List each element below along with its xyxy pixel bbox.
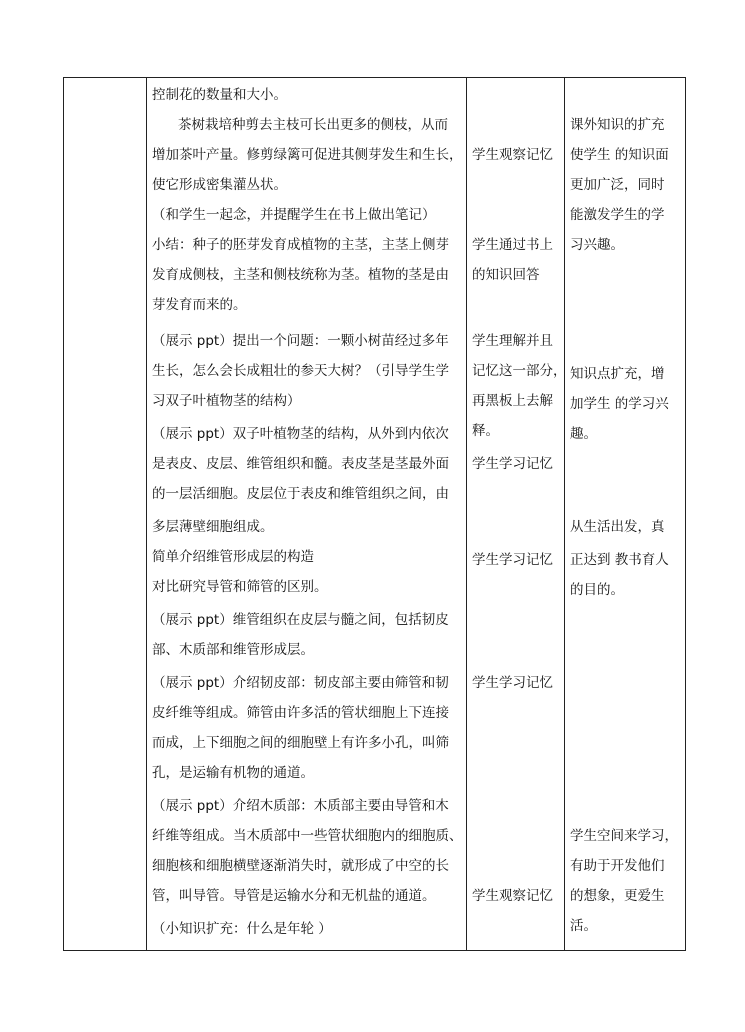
content-line: 多层薄壁细胞组成。 bbox=[152, 519, 274, 535]
content-line: 习双子叶植物茎的结构） bbox=[152, 393, 301, 409]
content-line: 控制花的数量和大小。 bbox=[152, 87, 287, 103]
content-line: 简单介绍维管形成层的构造 bbox=[152, 549, 314, 565]
content-line: 使它形成密集灌丛状。 bbox=[152, 177, 287, 193]
content-line: 部、木质部和维管形成层。 bbox=[152, 642, 314, 658]
content-line: （和学生一起念，并提醒学生在书上做出笔记） bbox=[152, 207, 436, 223]
activity-line: 学生通过书上 bbox=[472, 237, 553, 253]
content-line: 小结：种子的胚芽发育成植物的主茎，主茎上侧芽 bbox=[152, 237, 449, 253]
content-line: 纤维等组成。当木质部中一些管状细胞内的细胞质、 bbox=[152, 828, 463, 844]
intent-line: 从生活出发，真 bbox=[570, 519, 665, 535]
content-line: 茶树栽培种剪去主枝可长出更多的侧枝，从而 bbox=[178, 117, 448, 133]
activity-line: 记忆这一部分， bbox=[472, 363, 567, 379]
activity-line: 学生观察记忆 bbox=[472, 888, 553, 904]
intent-line: 知识点扩充，增 bbox=[570, 366, 665, 382]
content-line: 孔，是运输有机物的通道。 bbox=[152, 765, 314, 781]
intent-line: 的目的。 bbox=[570, 582, 624, 598]
column-divider bbox=[466, 78, 467, 950]
intent-line: 能激发学生的学 bbox=[570, 207, 665, 223]
activity-line: 学生学习记忆 bbox=[472, 552, 553, 568]
intent-line: 更加广泛，同时 bbox=[570, 177, 665, 193]
content-line: 的一层活细胞。皮层位于表皮和维管组织之间，由 bbox=[152, 486, 449, 502]
column-divider bbox=[146, 78, 147, 950]
activity-line: 学生学习记忆 bbox=[472, 675, 553, 691]
intent-line: 趣。 bbox=[570, 426, 597, 442]
intent-line: 的想象，更爱生 bbox=[570, 888, 665, 904]
intent-line: 使学生 的知识面 bbox=[570, 147, 669, 163]
activity-line: 学生学习记忆 bbox=[472, 456, 553, 472]
content-line: （展示 ppt）介绍木质部：木质部主要由导管和木 bbox=[152, 798, 449, 814]
content-line: 生长，怎么会长成粗壮的参天大树？（引导学生学 bbox=[152, 363, 449, 379]
intent-line: 习兴趣。 bbox=[570, 237, 624, 253]
content-line: 增加茶叶产量。修剪绿篱可促进其侧芽发生和生长， bbox=[152, 147, 463, 163]
content-line: （展示 ppt）介绍韧皮部：韧皮部主要由筛管和韧 bbox=[152, 675, 449, 691]
content-line: （展示 ppt）维管组织在皮层与髓之间，包括韧皮 bbox=[152, 612, 449, 628]
column-divider bbox=[564, 78, 565, 950]
intent-line: 正达到 教书育人 bbox=[570, 552, 669, 568]
content-line: （展示 ppt）双子叶植物茎的结构，从外到内依次 bbox=[152, 426, 449, 442]
intent-line: 活。 bbox=[570, 918, 597, 934]
content-line: 而成，上下细胞之间的细胞壁上有许多小孔，叫筛 bbox=[152, 735, 449, 751]
content-line: 皮纤维等组成。筛管由许多活的管状细胞上下连接 bbox=[152, 705, 449, 721]
activity-line: 再黑板上去解 bbox=[472, 393, 553, 409]
lesson-plan-table bbox=[63, 77, 686, 951]
intent-line: 加学生 的学习兴 bbox=[570, 396, 669, 412]
intent-line: 课外知识的扩充 bbox=[570, 117, 665, 133]
content-line: （展示 ppt）提出一个问题：一颗小树苗经过多年 bbox=[152, 333, 449, 349]
activity-line: 释。 bbox=[472, 423, 499, 439]
content-line: 发育成侧枝，主茎和侧枝统称为茎。植物的茎是由 bbox=[152, 267, 449, 283]
content-line: 管，叫导管。导管是运输水分和无机盐的通道。 bbox=[152, 888, 436, 904]
activity-line: 学生理解并且 bbox=[472, 333, 553, 349]
content-line: 是表皮、皮层、维管组织和髓。表皮茎是茎最外面 bbox=[152, 456, 449, 472]
content-line: 芽发育而来的。 bbox=[152, 297, 247, 313]
content-line: （小知识扩充：什么是年轮 ） bbox=[152, 921, 332, 937]
content-line: 细胞核和细胞横壁逐渐消失时，就形成了中空的长 bbox=[152, 858, 449, 874]
intent-line: 有助于开发他们 bbox=[570, 858, 665, 874]
intent-line: 学生空间来学习， bbox=[570, 828, 678, 844]
content-line: 对比研究导管和筛管的区别。 bbox=[152, 579, 328, 595]
activity-line: 学生观察记忆 bbox=[472, 147, 553, 163]
activity-line: 的知识回答 bbox=[472, 267, 540, 283]
